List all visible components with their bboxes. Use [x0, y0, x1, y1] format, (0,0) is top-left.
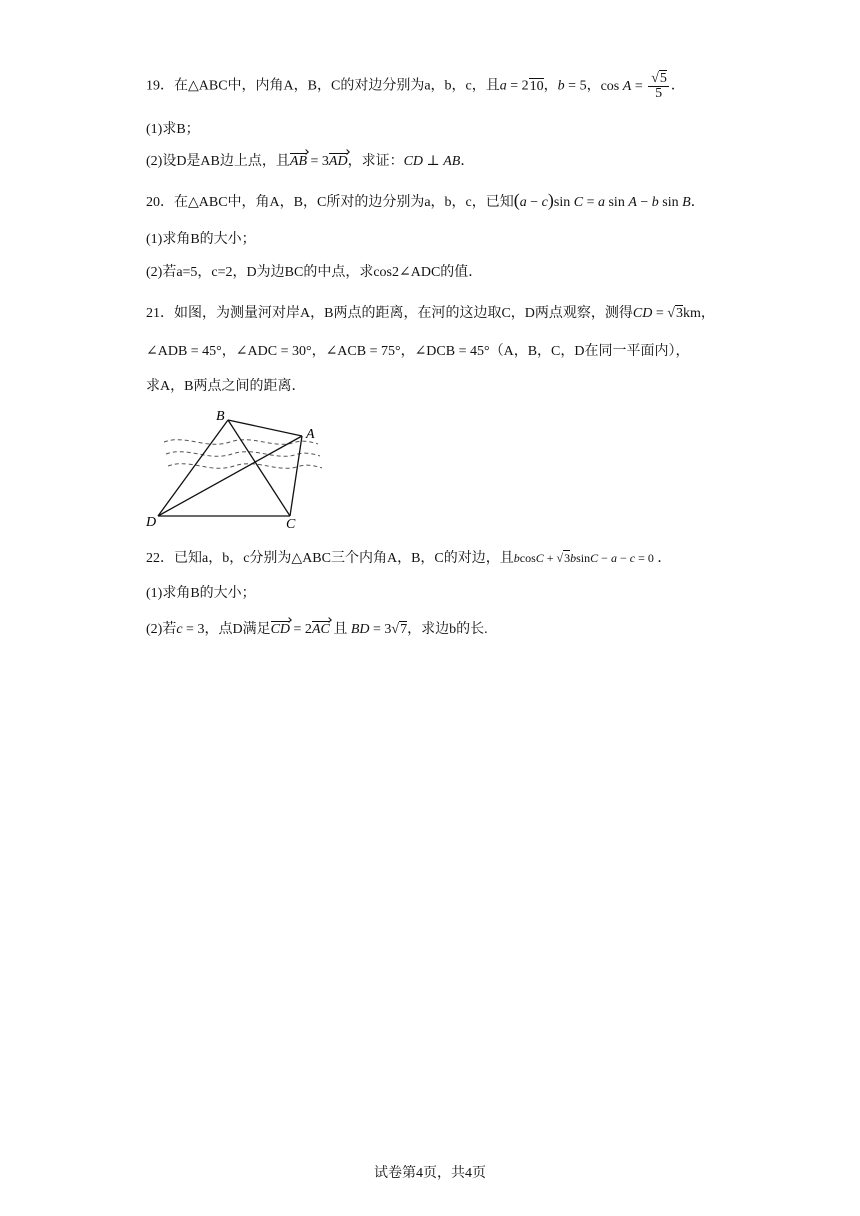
q19-given-b: b = 5	[557, 78, 587, 94]
q22-c-val: c = 3	[176, 622, 205, 637]
label-B: B	[216, 409, 225, 424]
q20-equation: (a − c)sin C = a sin A − b sin B	[513, 190, 691, 210]
segment-DA	[158, 436, 302, 516]
q21-angles: ∠ADB = 45°，∠ADC = 30°，∠ACB = 75°，∠DCB = 45°（A，B，C，D在同一平面内），	[146, 344, 690, 359]
q21-line1: 21．如图，为测量河对岸A，B两点的距离，在河的这边取C，D两点观察，测得CD = √3km，	[146, 306, 715, 321]
q22-part2	[146, 620, 488, 640]
q22-part2-and: 且	[333, 622, 348, 637]
q19-stem: 19．在△ABC中，内角A，B，C的对边分别为a，b，c，且a = 210，b = 5，cos A = $\frac{√5}{5}$ ．	[146, 71, 685, 101]
segment-BA	[228, 420, 302, 436]
q22-part2-pre: (2)若	[146, 622, 177, 637]
q22-stem: 22．已知a，b，c分别为△ABC三个内角A，B，C的对边，且bcosC + √3bsinC − a − c = 0 ．	[146, 551, 672, 566]
q21-line1-pre: 21．如图，为测量河对岸A，B两点的距离，在河的这边取C，D两点观察，测得	[146, 306, 633, 321]
label-A: A	[306, 427, 315, 442]
label-C: C	[286, 517, 296, 530]
label-D: D	[146, 515, 157, 530]
q19-part1: (1)求B；	[146, 122, 200, 137]
q20-part2: (2)若a=5，c=2，D为边BC的中点，求cos2∠ADC的值．	[146, 265, 483, 280]
q19-given-cos: cos A = $\frac{√5}{5}$	[600, 71, 667, 101]
q22-part2-mid: ，点D满足	[204, 622, 271, 637]
page-footer: 试卷第4页，共4页	[374, 1166, 486, 1181]
q19-part2: (2)设D是AB边上点，且AB = 3AD，求证：CD ⊥ AB．	[146, 152, 474, 172]
q22-equation: bcosC + √3bsinC − a − c = 0	[513, 551, 654, 565]
q22-bd: BD = 3√7	[350, 622, 408, 637]
segment-AC	[290, 436, 302, 516]
q22-part1: (1)求角B的大小；	[146, 586, 256, 601]
q19-part2-vector-eq: AB = 3AD	[290, 154, 348, 169]
q21-figure	[146, 406, 326, 530]
q19-part2-claim: CD ⊥ AB	[403, 154, 461, 169]
q19-given-a: a = 210	[499, 78, 544, 94]
q20-intro: 20．在△ABC中，角A，B，C所对的边分别为a，b，c，已知	[146, 195, 514, 210]
q21-cd: CD = √3km	[632, 306, 701, 321]
q19-part2-pre: (2)设D是AB边上点，且	[146, 154, 290, 169]
q22-intro: 22．已知a，b，c分别为△ABC三个内角A，B，C的对边，且	[146, 551, 514, 566]
q22-part2-post: ，求边b的长.	[407, 622, 488, 637]
q19-intro: 19．在△ABC中，内角A，B，C的对边分别为a，b，c，且	[146, 78, 500, 94]
q20-part1: (1)求角B的大小；	[146, 232, 256, 247]
river-wave-2	[166, 452, 320, 457]
q22-vec-eq: CD = 2AC	[271, 622, 330, 637]
q20-stem: 20．在△ABC中，角A，B，C所对的边分别为a，b，c，已知(a − c)sin C = a sin A − b sin B．	[146, 190, 705, 210]
q21-line3: 求A，B两点之间的距离．	[146, 379, 306, 394]
